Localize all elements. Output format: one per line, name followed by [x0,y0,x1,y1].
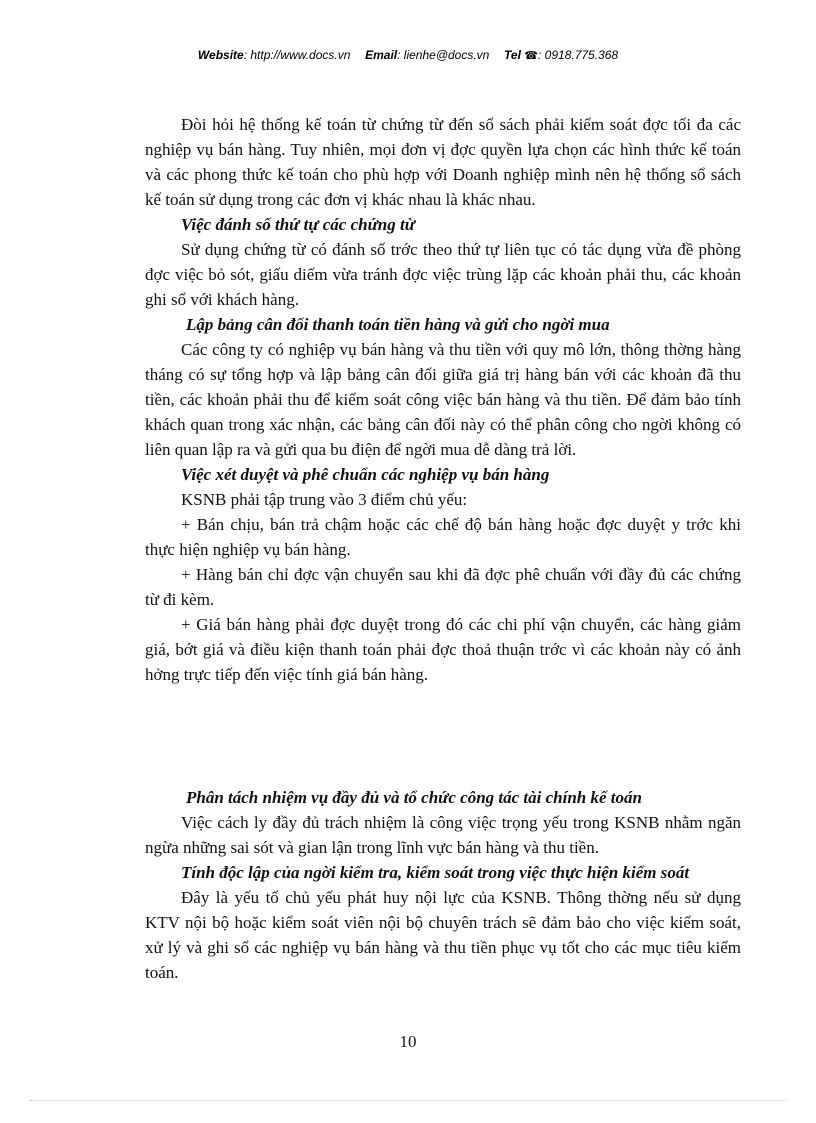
website-value: : http://www.docs.vn [243,48,351,62]
body-paragraph: + Bán chịu, bán trả chậm hoặc các chế độ bán hàng hoặc đợc duyệt y trớc khi thực hiện nghiệp vụ bán hàng. [145,515,741,559]
body-paragraph: Sử dụng chứng từ có đánh số trớc theo thứ tự liên tục có tác dụng vừa đề phòng đợc việc bỏ sót, giấu diếm vừa tránh đợc việc trùng lặp các khoản phải thu, các khoản ghi sổ với khách hàng. [145,240,741,309]
body-paragraph: Việc cách ly đầy đủ trách nhiệm là công việc trọng yếu trong KSNB nhằm ngăn ngừa những sai sót và gian lận trong lĩnh vực bán hàng và thu tiền. [145,813,741,857]
bottom-rule [30,1100,786,1101]
body-paragraph: Đòi hỏi hệ thống kế toán từ chứng từ đến sổ sách phải kiểm soát đợc tối đa các nghiệp vụ bán hàng. Tuy nhiên, mọi đơn vị đợc quyền lựa chọn các hình thức kế toán và các phong thức kế toán cho phù hợp với Doanh nghiệp mình nên hệ thống sổ sách kế toán sử dụng trong các đơn vị khác nhau là khác nhau. [145,115,741,209]
body-paragraph: Đây là yếu tố chủ yếu phát huy nội lực của KSNB. Thông thờng nếu sử dụng KTV nội bộ hoặc kiểm soát viên nội bộ chuyên trách sẽ đảm bảo cho việc kiểm soát, xử lý và ghi sổ các nghiệp vụ bán hàng và thu tiền phục vụ tốt cho các mục tiêu kiểm toán. [145,888,741,982]
body-paragraph: + Giá bán hàng phải đợc duyệt trong đó các chi phí vận chuyển, các hàng giảm giá, bớt giá và điều kiện thanh toán phải đợc thoả thuận trớc vì các khoản này có ảnh hởng trực tiếp đến việc tính giá bán hàng. [145,615,741,684]
email-label: Email [365,48,398,62]
email-value: : lienhe@docs.vn [397,48,490,62]
page-number: 10 [399,1032,417,1051]
section-heading: Phân tách nhiệm vụ đầy đủ và tổ chức công tác tài chính kế toán [186,788,642,807]
body-paragraph: + Hàng bán chỉ đợc vận chuyển sau khi đã đợc phê chuẩn với đầy đủ các chứng từ đi kèm. [145,565,741,609]
website-label: Website [197,48,244,62]
body-paragraph: KSNB phải tập trung vào 3 điểm chủ yếu: [181,490,468,509]
section-heading: Tính độc lập của ngời kiểm tra, kiểm soát trong việc thực hiện kiểm soát [181,863,690,882]
section-spacer [145,687,741,785]
tel-label: Tel [504,48,521,62]
section-heading: Việc xét duyệt và phê chuẩn các nghiệp vụ bán hàng [181,465,550,484]
tel-value: : 0918.775.368 [538,48,619,62]
page-header [0,48,816,62]
body-paragraph: Các công ty có nghiệp vụ bán hàng và thu tiền với quy mô lớn, thông thờng hàng tháng có sự tổng hợp và lập bảng cân đối giữa giá trị hàng bán với các khoản đã thu tiền, các khoản phải thu để kiểm soát công việc bán hàng và thu tiền. Để đảm bảo tính khách quan trong xác nhận, các bảng cân đối này có thể phân công cho ngời không có liên quan lập ra và gửi qua bu điện để ngời mua dễ dàng trả lời. [145,340,741,459]
document-body [145,112,741,985]
section-heading: Việc đánh số thứ tự các chứng từ [181,215,415,234]
section-heading: Lập bảng cân đối thanh toán tiền hàng và gửi cho ngời mua [186,315,610,334]
phone-icon: ☎ [524,50,538,62]
